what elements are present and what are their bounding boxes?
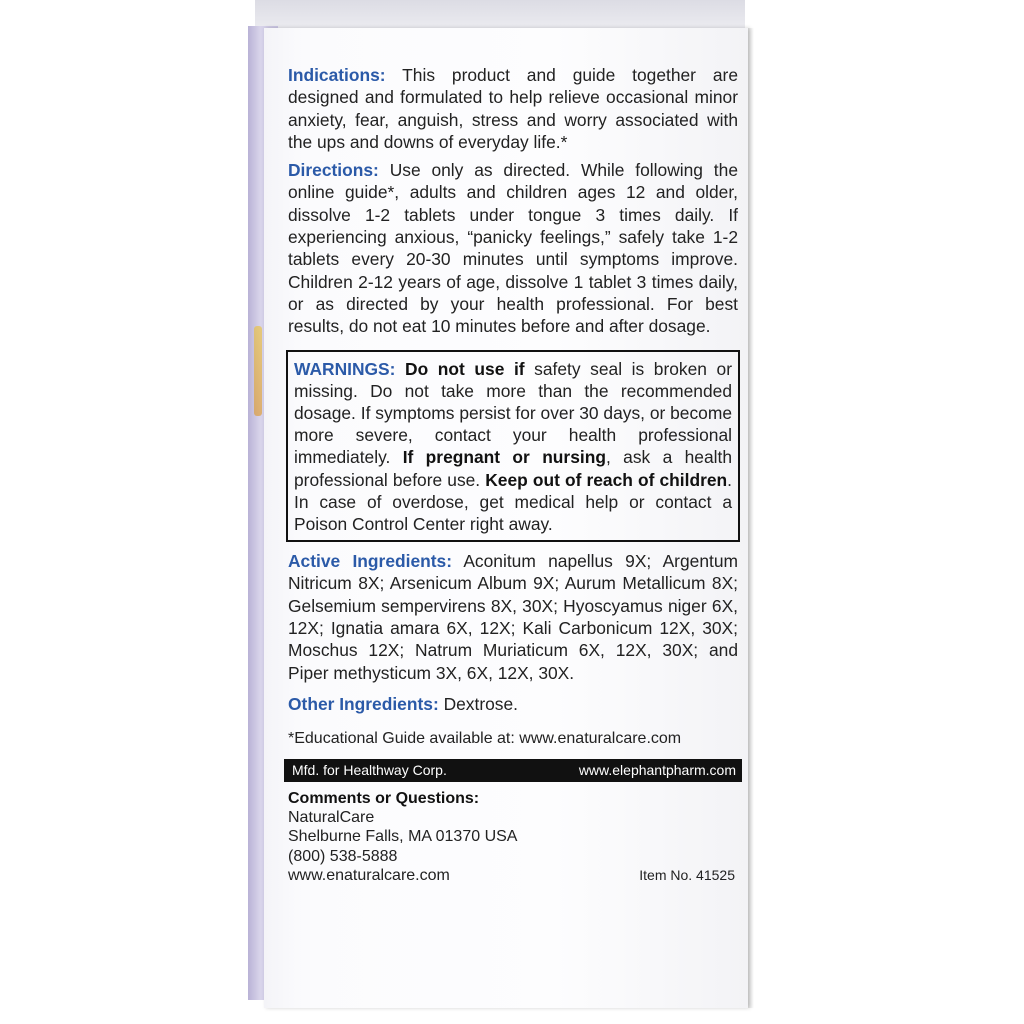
warnings-label: WARNINGS:: [294, 358, 396, 379]
directions-text: Use only as directed. While following the online guide*, adults and children ages 12 and older, dissolve 1-2 tablets under tongue 3 times daily. If experiencing anxious, “panicky feelings,” safely take 1-2 tablets every 20-30 minutes until symptoms improve. Children 2-12 years of age, dissolve 1 tablet 3 times daily, or as directed by your health professional. For best results, do not eat 10 minutes before and after dosage.: [288, 160, 738, 337]
other-ingredients-text: Dextrose.: [438, 693, 518, 714]
guide-note: *Educational Guide available at: www.enaturalcare.com: [288, 730, 682, 748]
warnings-bold-do-not-use: Do not use if: [395, 358, 525, 379]
other-ingredients-label: Other Ingredients:: [288, 693, 439, 714]
manufacturer-bar: [284, 759, 742, 782]
label-content: [288, 64, 738, 886]
warnings-box: [286, 350, 740, 543]
contact-footer-row: [288, 866, 738, 885]
other-ingredients-section: [288, 693, 738, 715]
active-ingredients-text: Aconitum napellus 9X; Argentum Nitricum 8X; Arsenicum Album 9X; Aurum Metallicum 8X; Gelsemium sempervirens 8X, 30X; Hyoscyamus niger 6X, 12X; Ignatia amara 6X, 12X; Kali Carbonicum 12X, 30X; Moschus 12X; Natrum Muriaticum 6X, 12X, 30X; and Piper methysticum 3X, 6X, 12X, 30X.: [288, 551, 738, 683]
contact-company: NaturalCare: [288, 808, 375, 826]
contact-block: [288, 789, 738, 886]
active-ingredients-label: Active Ingredients:: [288, 551, 452, 572]
contact-heading: Comments or Questions:: [288, 789, 480, 807]
item-number: Item No. 41525: [639, 867, 735, 884]
side-panel-accent: [254, 326, 262, 416]
contact-website: www.enaturalcare.com: [288, 867, 450, 885]
contact-phone: (800) 538-5888: [288, 847, 398, 865]
panel-edge-shadow: [748, 28, 754, 1008]
directions-label: Directions:: [288, 160, 379, 181]
warnings-bold-pregnant: If pregnant or nursing: [390, 447, 606, 468]
warnings-text-2: , ask a health professional before use.: [294, 447, 732, 490]
directions-section: [288, 159, 738, 337]
contact-address: Shelburne Falls, MA 01370 USA: [288, 828, 518, 846]
active-ingredients-section: [288, 550, 738, 684]
manufacturer-website: www.elephantpharm.com: [578, 761, 736, 778]
indications-label: Indications:: [288, 65, 386, 85]
box-top-flap: [255, 0, 745, 29]
warnings-bold-children: Keep out of reach of children: [480, 469, 728, 490]
warnings-text-3: . In case of overdose, get medical help or contact a Poison Control Center right away.: [294, 469, 732, 534]
indications-text: This product and guide together are designed and formulated to help relieve occasional minor anxiety, fear, anguish, stress and worry associated with the ups and downs of everyday life.*: [288, 65, 738, 152]
warnings-section: [294, 358, 732, 536]
manufacturer-text: Mfd. for Healthway Corp.: [292, 761, 447, 778]
warnings-text-1: safety seal is broken or missing. Do not take more than the recommended dosage. If symptoms persist for over 30 days, or become more severe, contact your health professional immediately.: [294, 358, 732, 468]
indications-section: [288, 64, 738, 153]
